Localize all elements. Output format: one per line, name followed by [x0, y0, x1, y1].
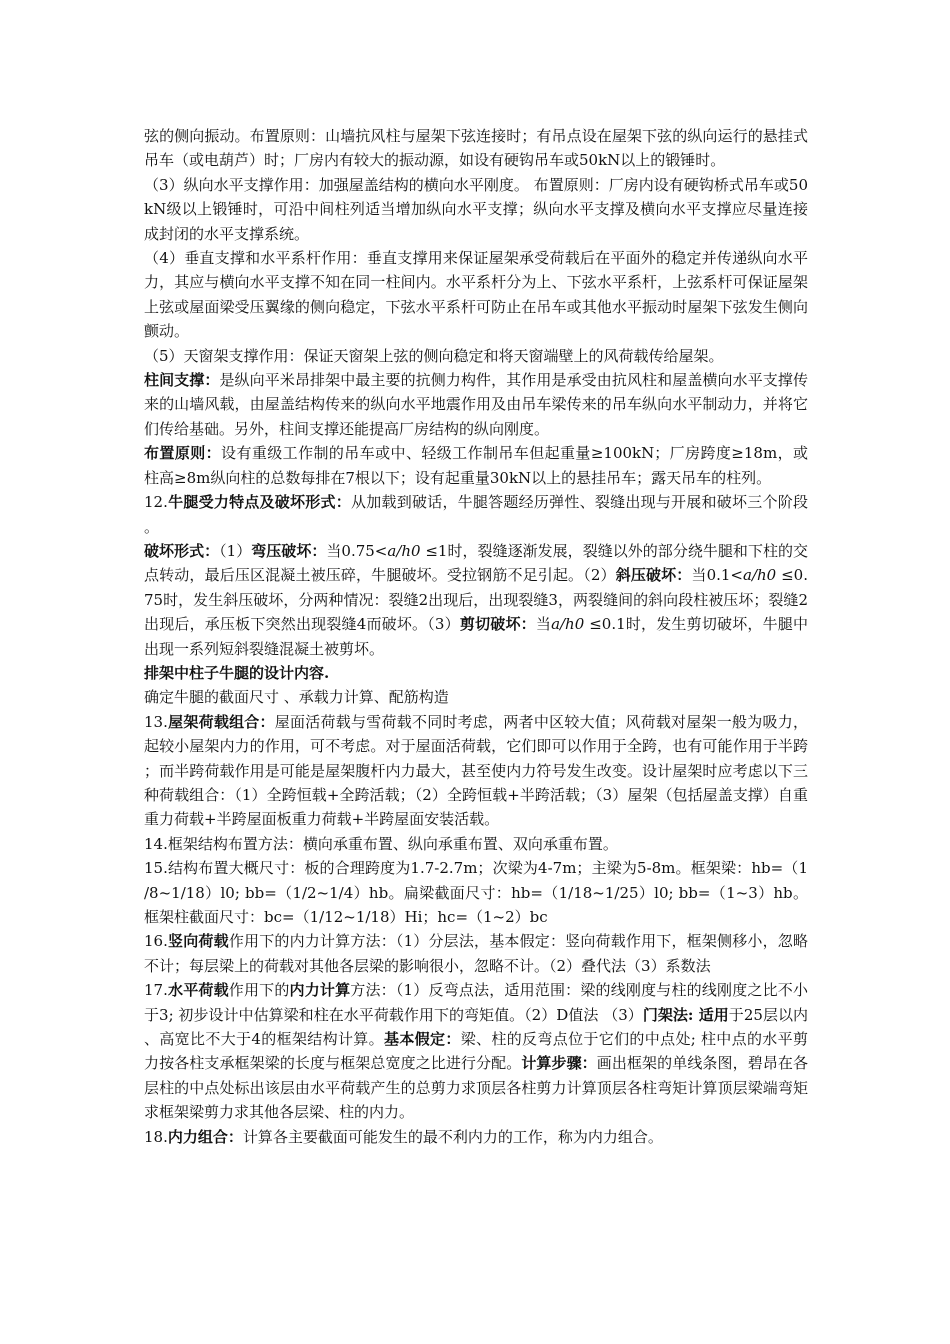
bold-text-run: 竖向荷载	[167, 932, 229, 951]
text-run: ≤1时，裂缝逐渐发展，裂缝以外的部分绕牛腿和下柱的交点转动，最后压区混凝土被压碎，牛腿破坏。受拉钢筋不足引起。（2）	[144, 541, 809, 585]
bold-text-run: 剪切破坏：	[459, 615, 536, 634]
bold-text-run: 斜压破坏：	[615, 566, 692, 585]
text-run: 13.	[144, 712, 168, 731]
paragraph-1	[144, 124, 808, 173]
text-run: 确定牛腿的截面尺寸 、承载力计算、配筋构造	[144, 688, 449, 707]
paragraph-3	[144, 246, 808, 344]
italic-text-run: a/h0	[387, 541, 421, 560]
paragraph-13	[144, 856, 808, 929]
paragraph-14	[144, 929, 808, 978]
paragraph-6	[144, 441, 808, 490]
bold-text-run: 门架法: 适用	[642, 1005, 729, 1024]
bold-text-run: 柱间支撑：	[144, 371, 220, 390]
italic-text-run: a/h0	[743, 566, 777, 585]
bold-text-run: 破坏形式：	[144, 541, 220, 560]
document-page	[144, 124, 808, 1149]
text-run: ≤0.75时，发生斜压破坏，分两种情况：裂缝2出现后，出现裂缝3，两裂缝间的斜向段柱被压坏；裂缝2出现后，承压板下突然出现裂缝4而破坏。（3）	[144, 566, 808, 634]
text-run: 设有重级工作制的吊车或中、轻级工作制吊车但起重量≥100kN；厂房跨度≥18m，或柱高≥8m纵向柱的总数每排在7根以下；设有起重量30kN以上的悬挂吊车；露天吊车的柱列。	[144, 444, 808, 487]
bold-text-run: 水平荷载	[167, 981, 229, 1000]
text-run: 是纵向平米昂排架中最主要的抗侧力构件，其作用是承受由抗风柱和屋盖横向水平支撑传来的山墙风载，由屋盖结构传来的纵向水平地震作用及由吊车梁传来的吊车纵向水平制动力，并将它们传给基础。另外，柱间支撑还能提高厂房结构的纵向刚度。	[144, 371, 808, 438]
bold-text-run: 牛腿受力特点及破坏形式：	[167, 493, 351, 512]
bold-text-run: 弯压破坏：	[251, 541, 327, 560]
paragraph-9	[144, 661, 808, 685]
text-run: 18.	[144, 1127, 168, 1146]
text-run: 17.	[144, 981, 168, 1000]
bold-text-run: 基本假定：	[383, 1030, 461, 1049]
paragraph-16	[144, 1125, 808, 1149]
text-run: 当0.1<	[691, 566, 743, 585]
bold-text-run: 内力组合：	[167, 1127, 243, 1146]
text-run: 当0.75<	[326, 541, 388, 560]
text-run: 从加载到破话，牛腿答题经历弹性、裂缝出现与开展和破坏三个阶段。	[144, 493, 808, 536]
bold-text-run: 布置原则：	[144, 444, 222, 463]
text-run: 12.	[144, 493, 168, 512]
bold-text-run: 计算步骤：	[521, 1054, 597, 1073]
text-run: 方法：（1）反弯点法，适用范围：梁的线刚度与柱的线刚度之比不小于3; 初步设计中估算梁和柱在水平荷载作用下的弯矩值。（2）D值法 （3）	[144, 981, 808, 1024]
bold-text-run: 排架中柱子牛腿的设计内容.	[144, 663, 330, 682]
text-run: 计算各主要截面可能发生的最不利内力的工作，称为内力组合。	[242, 1127, 663, 1146]
bold-text-run: 屋架荷载组合：	[167, 712, 275, 731]
bold-text-run: 内力计算	[289, 981, 351, 1000]
text-run: 14.框架结构布置方法：横向承重布置、纵向承重布置、双向承重布置。	[144, 834, 618, 853]
paragraph-7	[144, 490, 808, 539]
text-run: 画出框架的单线条图，碧昂在各层柱的中点处标出该层由水平荷载产生的总剪力求顶层各柱剪力计算顶层各柱弯矩计算顶层梁端弯矩求框架梁剪力求其他各层梁、柱的内力。	[144, 1054, 808, 1122]
text-run: （5）天窗架支撑作用：保证天窗架上弦的侧向稳定和将天窗端壁上的风荷载传给屋架。	[144, 346, 724, 365]
text-run: 作用下的	[228, 981, 290, 1000]
paragraph-2	[144, 173, 808, 246]
text-run: （3）纵向水平支撑作用：加强屋盖结构的横向水平刚度。 布置原则：厂房内设有硬钩桥式吊车或50kN级以上锻锤时，可沿中间柱列适当增加纵向水平支撑；纵向水平支撑及横向水平支撑应尽量连接成封闭的水平支撑系统。	[144, 175, 808, 243]
paragraph-4	[144, 344, 808, 368]
text-run: 于25层以内、高宽比不大于4的框架结构计算。	[144, 1005, 809, 1049]
paragraph-5	[144, 368, 808, 441]
italic-text-run: a/h0	[551, 615, 585, 634]
text-run: 15.结构布置大概尺寸：板的合理跨度为1.7-2.7m；次梁为4-7m；主梁为5-8m。框架梁：hb=（1/8~1/18）l0; bb=（1/2~1/4）hb。扁梁截面尺寸：hb=（1/18~1/25）l0; bb=（1~3）hb。框架柱截面尺寸：bc=（1/12~1/18）Hi；hc=（1~2）bc	[144, 859, 808, 926]
paragraph-8	[144, 539, 808, 661]
paragraph-11	[144, 710, 808, 832]
text-run: 作用下的内力计算方法：（1）分层法，基本假定：竖向荷载作用下，框架侧移小，忽略不计；每层梁上的荷载对其他各层梁的影响很小，忽略不计。（2）叠代法（3）系数法	[144, 932, 808, 975]
text-run: 16.	[144, 932, 168, 951]
text-run: 弦的侧向振动。布置原则：山墙抗风柱与屋架下弦连接时；有吊点设在屋架下弦的纵向运行的悬挂式吊车（或电葫芦）时；厂房内有较大的振动源，如设有硬钩吊车或50kN以上的锻锤时。	[144, 127, 808, 170]
text-run: （1）	[219, 541, 252, 560]
paragraph-15	[144, 978, 808, 1124]
text-run: 当	[535, 615, 552, 634]
text-run: ≤0.1时，发生剪切破坏，牛腿中出现一系列短斜裂缝混凝土被剪坏。	[144, 615, 808, 658]
text-run: 梁、柱的反弯点位于它们的中点处; 柱中点的水平剪力按各柱支承框架梁的长度与框架总宽度之比进行分配。	[144, 1030, 808, 1073]
paragraph-12	[144, 832, 808, 856]
paragraph-10	[144, 685, 808, 709]
text-run: 屋面活荷载与雪荷载不同时考虑，两者中区较大值；风荷载对屋架一般为吸力，起较小屋架内力的作用，可不考虑。对于屋面活荷载，它们即可以作用于全跨，也有可能作用于半跨；而半跨荷载作用是可能是屋架腹杆内力最大，甚至使内力符号发生改变。设计屋架时应考虑以下三种荷载组合：（1）全跨恒载+全跨活载；（2）全跨恒载+半跨活载；（3）屋架（包括屋盖支撑）自重重力荷载+半跨屋面板重力荷载+半跨屋面安装活载。	[144, 712, 808, 829]
text-run: （4）垂直支撑和水平系杆作用：垂直支撑用来保证屋架承受荷载后在平面外的稳定并传递纵向水平力，其应与横向水平支撑不知在同一柱间内。水平系杆分为上、下弦水平系杆，上弦系杆可保证屋架上弦或屋面梁受压翼缘的侧向稳定，下弦水平系杆可防止在吊车或其他水平振动时屋架下弦发生侧向颤动。	[144, 249, 808, 341]
